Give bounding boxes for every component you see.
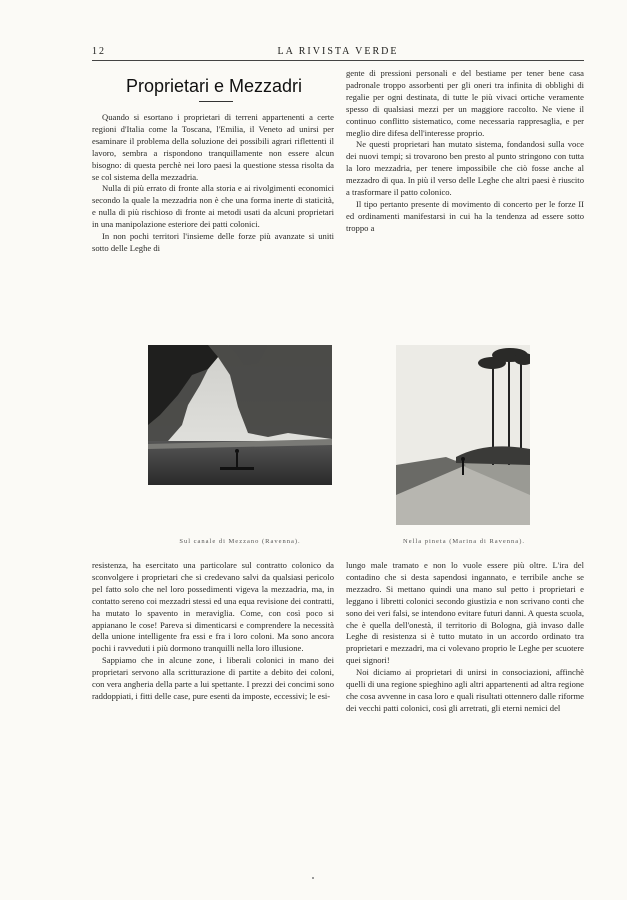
paragraph: resistenza, ha esercitato una particolare sul contratto colonico da sconvolgere i proprietari che si credevano salvi da qualsiasi pericolo pel fatto solo che nel loro possedimenti vigeva la mezzadria, ma, in contatto sereno coi mezzadri stessi ed una equa revisione dei contratti, ha mutato lo spavento in meraviglia. Come, con così poco si appianano le cose! Pareva si dimenticarsi e comprendere la necessità della unione intelligente fra essi e fra i loro coloni. Ma sono ancora pochi i ravveduti i più dormono tranquilli nella loro illusione. <box>92 560 334 654</box>
canal-photo-image <box>148 345 332 485</box>
figure-caption: Nella pineta (Marina di Ravenna). <box>403 538 525 545</box>
pinewood-photo-image <box>396 345 530 525</box>
paragraph: Noi diciamo ai proprietari di unirsi in consociazioni, affinchè quelli di una regione spieghino agli altri appartenenti ad altra regione che cosa avvenne in casa loro e quali risultati ottennero dalle riforme dei vecchi patti colonici, così gli arretrati, gli eterni nemici del <box>346 667 584 713</box>
column-2 <box>346 68 584 235</box>
paragraph: gente di pressioni personali e del bestiame per tener bene casa padronale troppo assorbenti per gli oneri tra infinita di obblighi di regalie per ogni destinata, di tutte le più vivaci ortiche veramente spesso di qualsiasi mezzi per un maggiore raccolto. Ne viene il continuo conflitto sistematico, come necessaria rappresaglia, e per meglio dire difesa dell'interesse proprio. <box>346 68 584 138</box>
canal-photo <box>148 345 332 485</box>
article-title: Proprietari e Mezzadri <box>125 76 303 96</box>
journal-title: LA RIVISTA VERDE <box>277 46 399 57</box>
pinewood-photo <box>396 345 530 525</box>
paragraph: Nulla di più errato di fronte alla storia e ai rivolgimenti economici secondo la quale la mezzadria non è che una forma inerte di staticità, e nulla di più rischioso di fronte ai metodi usati da alcuni proprietari in una manipolazione esteriore dei patti colonici. <box>92 183 334 230</box>
paragraph: Quando si esortano i proprietari di terreni appartenenti a certe regioni d'Italia come la Toscana, l'Emilia, il Veneto ad unirsi per esaminare il problema della soluzione dei possibili agrari riflettenti il lavoro, sembra a rispondono tranquillamente non essere alcun bisogno: di questa perchè nei loro paesi la questione stessa risolta da se col sistema della mezzadria. <box>92 112 334 182</box>
figure-caption: Sul canale di Mezzano (Ravenna). <box>179 538 301 545</box>
paragraph: In non pochi territori l'insieme delle forze più avanzate si uniti sotto delle Leghe di <box>92 231 334 253</box>
page-number: 12 <box>92 46 106 57</box>
paragraph: Ne questi proprietari han mutato sistema, fondandosi sulla voce dei nuovi tempi; si trovarono ben presto al punto stringono con tutta la loro mezzadria, per tenere impossibile che ciò fosse anche al mezzadro di qua. In più il verso delle Leghe che altri paesi è riuscito a trasformare il patto colonico. <box>346 139 584 198</box>
column-4 <box>346 560 584 715</box>
title-rule <box>199 101 233 102</box>
page-mark <box>312 877 314 879</box>
column-1 <box>92 112 334 255</box>
column-3 <box>92 560 334 703</box>
paragraph: lungo male tramato e non lo vuole essere più oltre. L'ira del contadino che si desta sapendosi ingannato, e terribile anche se mezzadro. Si mettano quindi una mano sul petto i proprietari e leggano i libretti colonici secondo giustizia e non scrivano conti che sono dei veri falsi, se intendono evitare futuri danni. A questa scuola, che è quella dell'onestà, il territorio di Bologna, già invaso dalle Leghe di resistenza si è tutto mutato in un accordo ordinato tra proprietari e mezzadri, ma ci volevano proprio le Leghe per scuotere quei signori! <box>346 560 584 666</box>
running-header <box>92 46 584 61</box>
paragraph: Sappiamo che in alcune zone, i liberali colonici in mano dei proprietari servono alla scritturazione di partite a debito dei coloni, con vera angheria della parte a lui spettante. I prezzi dei concimi sono raddoppiati, i fitti delle case, pure esenti da imposte, eccessivi; le esi- <box>92 655 334 701</box>
paragraph: Il tipo pertanto presente di movimento di concerto per le forze II ed ordinamenti manifestarsi in cui ha la tendenza ad essere sotto troppo a <box>346 198 584 233</box>
